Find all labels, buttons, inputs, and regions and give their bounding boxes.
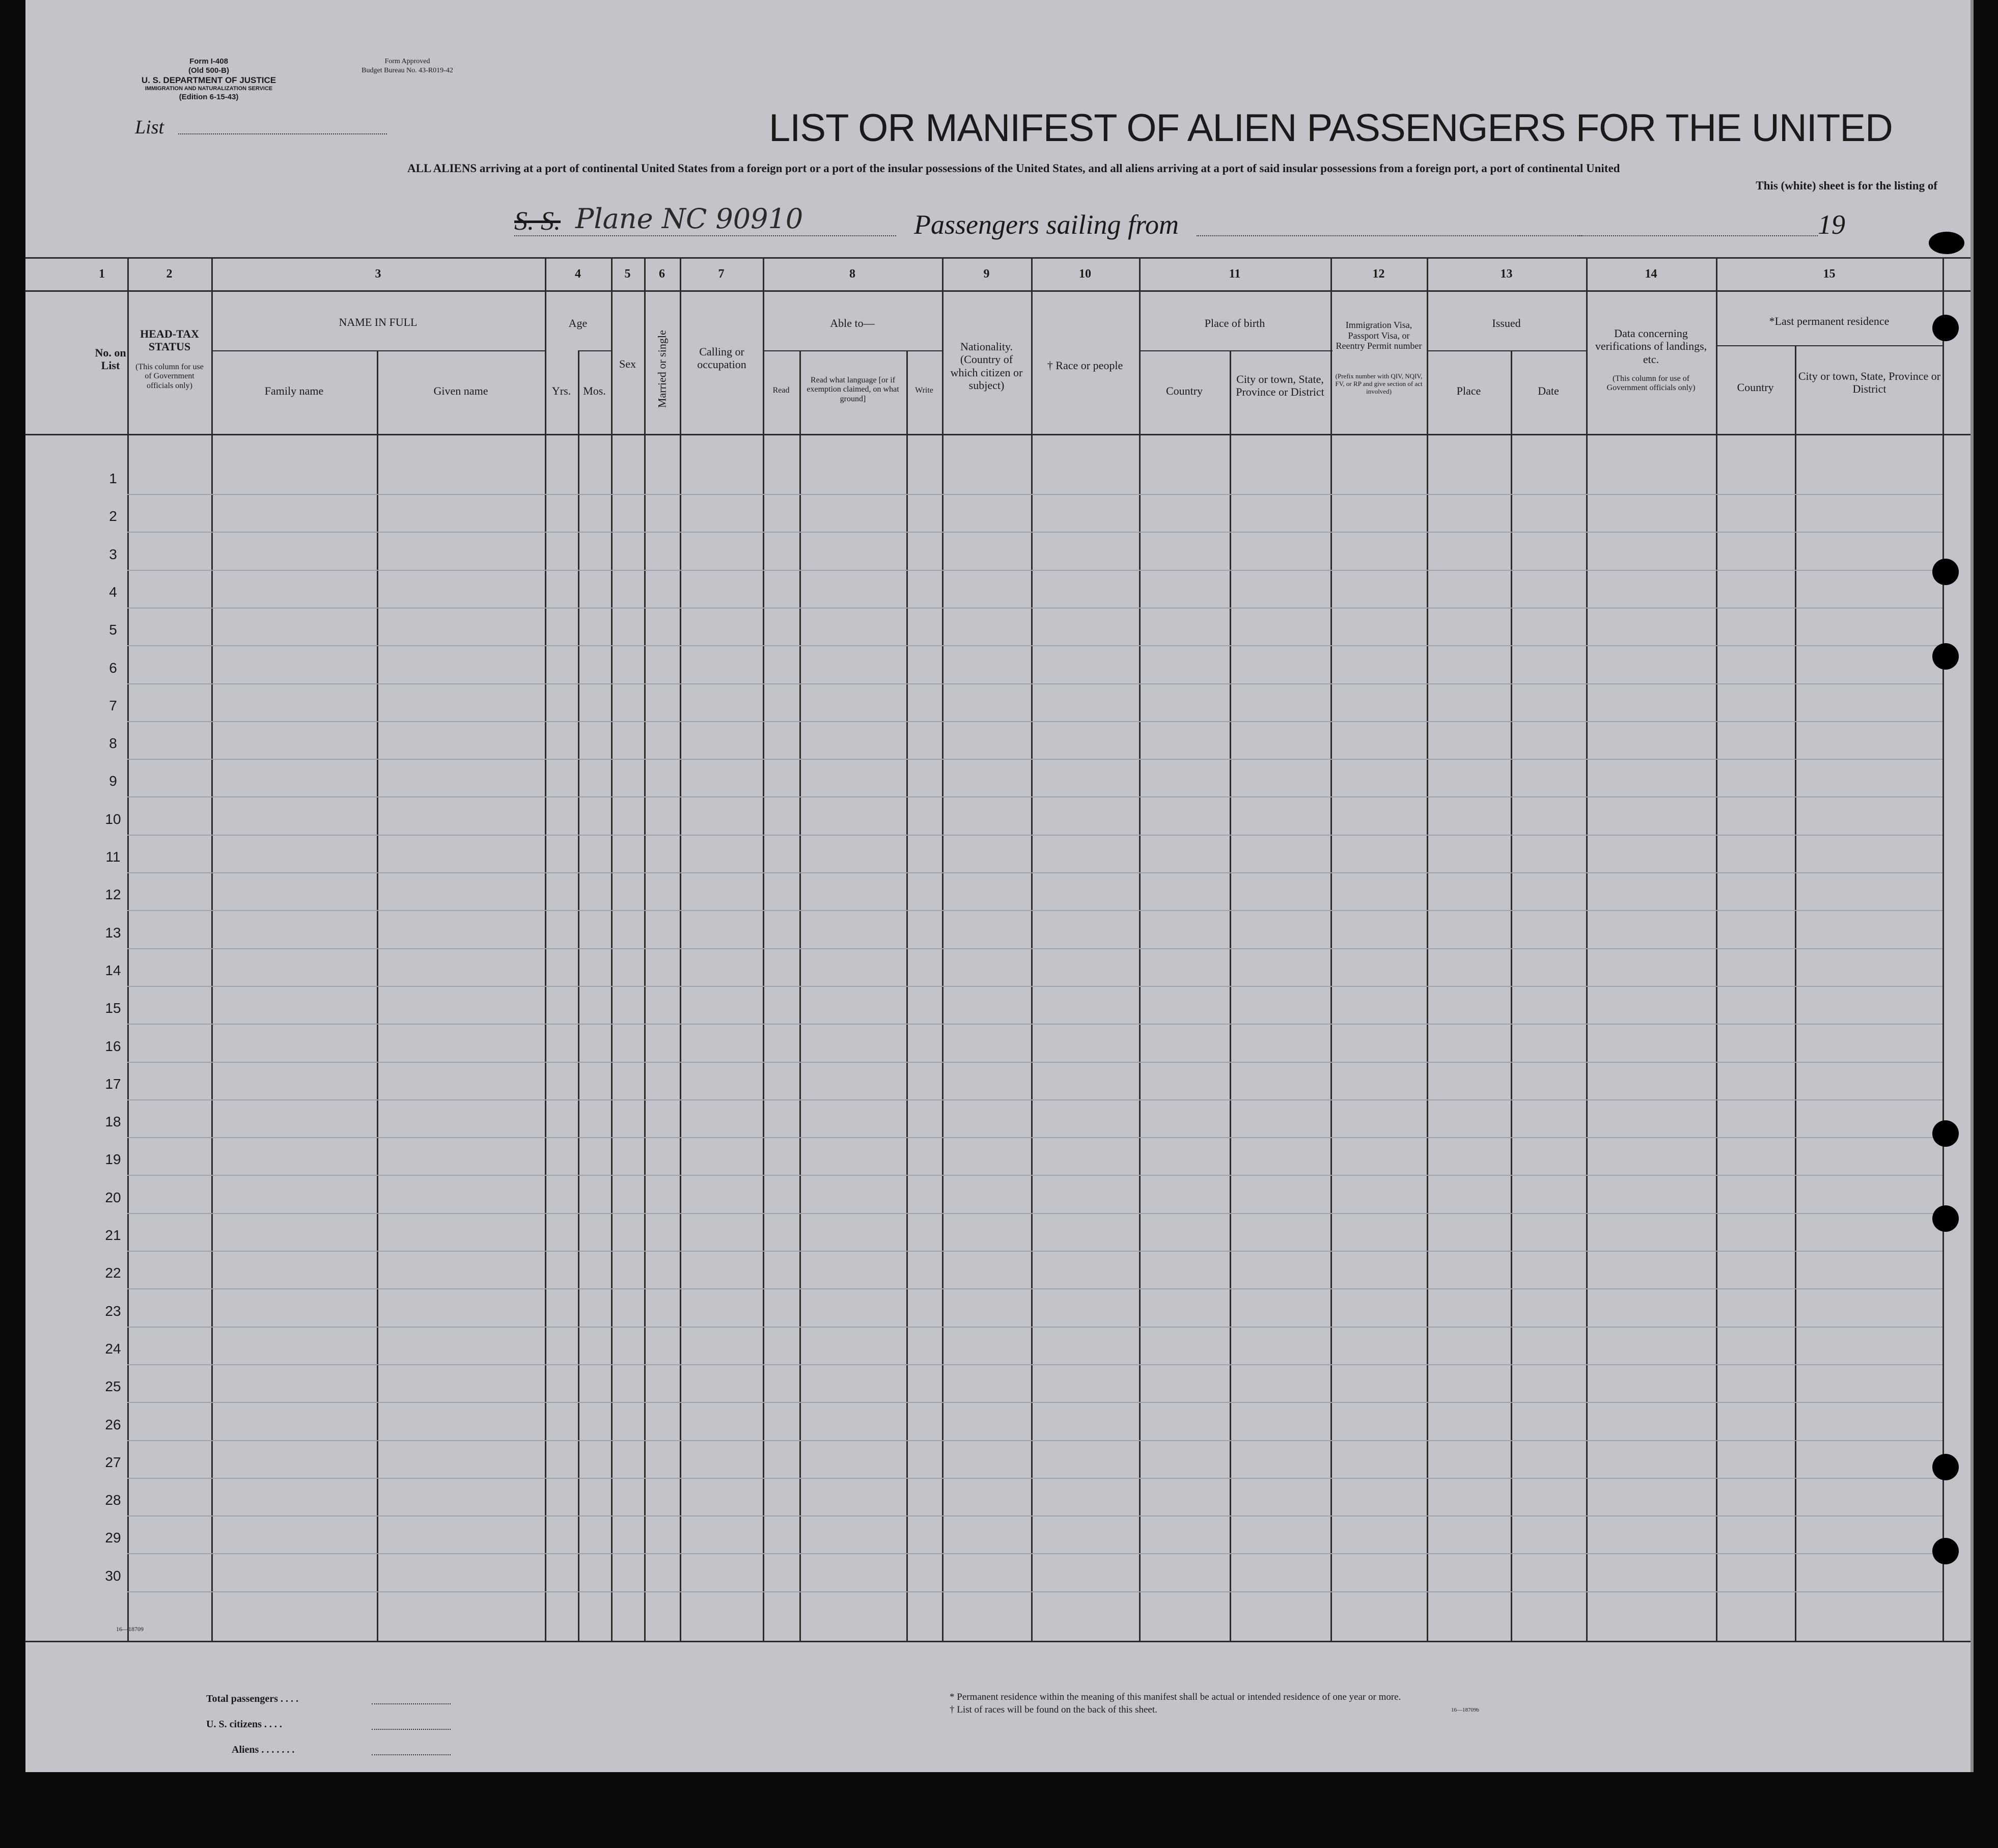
row-number: 28 — [105, 1492, 121, 1508]
colnum-13: 13 — [1500, 267, 1513, 281]
colnum-12: 12 — [1372, 267, 1385, 281]
colnum-divider — [25, 290, 1971, 292]
manifest-sheet — [25, 0, 1974, 1772]
header-landing-note: (This column for use of Government officials only) — [1606, 374, 1696, 393]
footnote-races: † List of races will be found on the back of this sheet. — [950, 1704, 1157, 1715]
row-number: 18 — [105, 1114, 121, 1130]
total-passengers-field[interactable] — [372, 1703, 451, 1704]
row-rule — [127, 759, 1942, 760]
colnum-10: 10 — [1079, 267, 1091, 281]
header-age-yrs: Yrs. — [551, 384, 571, 397]
row-number: 21 — [105, 1227, 121, 1243]
row-rule — [127, 986, 1942, 987]
row-rule — [127, 1024, 1942, 1025]
row-rule — [127, 1175, 1942, 1176]
binder-hole — [1932, 315, 1959, 341]
binder-hole — [1932, 1538, 1959, 1564]
header-age: Age — [568, 317, 588, 329]
table-top-border — [25, 257, 1971, 259]
row-number: 17 — [105, 1075, 121, 1092]
row-number: 27 — [105, 1454, 121, 1470]
header-able-to: Able to— — [830, 317, 875, 329]
header-no-on-list: No. on List — [95, 346, 126, 372]
form-approved: Form Approved — [384, 58, 430, 65]
row-rule — [127, 1402, 1942, 1403]
form-code-left: 16—18709 — [116, 1625, 144, 1633]
colnum-6: 6 — [659, 267, 665, 281]
header-nationality: Nationality. (Country of which citizen or subject) — [950, 340, 1023, 392]
binder-hole — [1932, 643, 1959, 670]
header-issued: Issued — [1492, 317, 1521, 329]
row-number: 3 — [109, 546, 117, 562]
row-rule — [127, 683, 1942, 684]
department-name: U. S. DEPARTMENT OF JUSTICE — [141, 75, 276, 85]
row-rule — [127, 1327, 1942, 1328]
us-citizens-field[interactable] — [372, 1729, 451, 1730]
approval-block — [331, 57, 484, 75]
footer-us-citizens: U. S. citizens . . . . — [206, 1719, 282, 1730]
row-rule — [127, 1099, 1942, 1100]
header-head-tax-note: (This column for use of Government officials only) — [135, 363, 204, 390]
row-number: 14 — [105, 962, 121, 978]
row-rule — [127, 608, 1942, 609]
row-rule — [127, 1364, 1942, 1365]
header-last-residence: *Last permanent residence — [1769, 315, 1890, 327]
header-bottom-border — [25, 434, 1971, 435]
form-edition: (Edition 6-15-43) — [179, 92, 239, 101]
row-number: 15 — [105, 1000, 121, 1016]
header-head-tax: HEAD-TAX STATUS — [140, 327, 199, 353]
table-bottom-border — [25, 1641, 1971, 1642]
row-number: 2 — [109, 508, 117, 525]
row-number: 26 — [105, 1416, 121, 1432]
row-rule — [127, 1591, 1942, 1592]
header-visa-number: Immigration Visa, Passport Visa, or Reentry Permit number — [1336, 320, 1422, 351]
header-residence-country: Country — [1737, 381, 1774, 394]
row-rule — [127, 948, 1942, 949]
row-rule — [127, 721, 1942, 722]
colnum-7: 7 — [718, 267, 725, 281]
footer-total-passengers: Total passengers . . . . — [206, 1693, 298, 1704]
page-title: LIST OR MANIFEST OF ALIEN PASSENGERS FOR THE UNITED — [769, 106, 1893, 150]
service-name: IMMIGRATION AND NATURALIZATION SERVICE — [145, 86, 273, 92]
colnum-5: 5 — [624, 267, 631, 281]
header-race: † Race or people — [1047, 359, 1123, 372]
row-number: 24 — [105, 1340, 121, 1357]
header-sex: Sex — [619, 357, 636, 370]
form-old-number: (Old 500-B) — [188, 66, 229, 75]
aliens-field[interactable] — [372, 1754, 451, 1755]
list-number-field[interactable] — [178, 133, 387, 134]
footer-aliens: Aliens . . . . . . . — [232, 1744, 295, 1755]
row-rule — [127, 1213, 1942, 1214]
colnum-1: 1 — [99, 267, 105, 281]
row-rule — [127, 570, 1942, 571]
colnum-14: 14 — [1645, 267, 1657, 281]
budget-number: Budget Bureau No. 43-R019-42 — [362, 66, 453, 74]
row-rule — [127, 1478, 1942, 1479]
binder-hole — [1932, 1120, 1959, 1147]
header-given-name: Given name — [433, 384, 488, 397]
sailing-from-field[interactable] — [1197, 235, 1584, 236]
row-rule — [127, 645, 1942, 646]
header-family-name: Family name — [264, 384, 324, 397]
row-number: 12 — [105, 887, 121, 903]
header-calling-occupation: Calling or occupation — [697, 345, 746, 371]
row-rule — [127, 796, 1942, 797]
header-read: Read — [772, 386, 790, 395]
row-number: 5 — [109, 622, 117, 638]
binder-hole — [1932, 1454, 1959, 1480]
header-landing-data: Data concerning verifications of landings, etc. — [1595, 327, 1707, 366]
header-age-mos: Mos. — [583, 384, 606, 397]
row-number: 20 — [105, 1189, 121, 1205]
row-rule — [127, 872, 1942, 873]
subtitle-line-1: ALL ALIENS arriving at a port of continental United States from a foreign port or a port of the insular possessions of the United States, and all aliens arriving at a port of said insular possessions from a foreign port, a port of continental United — [407, 162, 1620, 175]
colnum-4: 4 — [575, 267, 581, 281]
binder-hole — [1932, 559, 1959, 585]
footnote-residence: * Permanent residence within the meaning of this manifest shall be actual or intended residence of one year or more. — [950, 1692, 1401, 1702]
header-place-of-birth: Place of birth — [1204, 317, 1265, 329]
colnum-3: 3 — [375, 267, 381, 281]
colnum-11: 11 — [1229, 267, 1241, 281]
row-rule — [127, 1553, 1942, 1554]
colnum-15: 15 — [1823, 267, 1836, 281]
colnum-8: 8 — [849, 267, 855, 281]
row-rule — [127, 1288, 1942, 1289]
form-number: Form I-408 — [189, 57, 228, 66]
header-visa-note: (Prefix number with QIV, NQIV, FV, or RP and give section of act involved) — [1335, 372, 1423, 395]
sailing-label: Passengers sailing from — [914, 209, 1179, 240]
row-number: 23 — [105, 1303, 121, 1319]
row-rule — [127, 532, 1942, 533]
header-birth-city: City or town, State, Province or District — [1236, 373, 1324, 399]
row-rule — [127, 1137, 1942, 1138]
row-rule — [127, 494, 1942, 495]
row-number: 10 — [105, 811, 121, 827]
form-id-block — [127, 57, 290, 102]
row-number: 13 — [105, 924, 121, 941]
form-code-right: 16—18709b — [1451, 1707, 1479, 1713]
header-read-language: Read what language [or if exemption claimed, on what ground] — [807, 376, 899, 403]
row-number: 19 — [105, 1151, 121, 1168]
binder-hole-top — [1929, 232, 1964, 254]
row-number: 9 — [109, 773, 117, 789]
row-number: 30 — [105, 1567, 121, 1584]
header-issued-place: Place — [1456, 384, 1481, 397]
subtitle-line-2: This (white) sheet is for the listing of — [1756, 179, 1937, 192]
header-write: Write — [915, 386, 933, 395]
row-number: 4 — [109, 584, 117, 600]
row-rule — [127, 1440, 1942, 1441]
row-rule — [127, 910, 1942, 911]
row-number: 11 — [105, 849, 121, 865]
vessel-name-field[interactable] — [514, 235, 896, 236]
row-number: 29 — [105, 1530, 121, 1546]
colnum-9: 9 — [983, 267, 990, 281]
binder-hole — [1932, 1205, 1959, 1232]
row-rule — [127, 1251, 1942, 1252]
row-rule — [127, 835, 1942, 836]
row-number: 7 — [109, 697, 117, 713]
header-name-in-full: NAME IN FULL — [339, 316, 418, 328]
row-number: 1 — [109, 471, 117, 486]
year-prefix: 19 — [1818, 209, 1845, 240]
header-birth-country: Country — [1165, 384, 1203, 397]
colnum-2: 2 — [166, 267, 173, 281]
vessel-prefix: S. S. — [514, 207, 561, 236]
row-rule — [127, 1515, 1942, 1516]
list-label: List — [135, 117, 164, 138]
vessel-name-handwritten: Plane NC 90910 — [575, 203, 803, 235]
header-married-single: Married or single — [655, 330, 669, 408]
row-number: 6 — [109, 659, 117, 676]
row-number: 16 — [105, 1038, 121, 1054]
row-number: 22 — [105, 1265, 121, 1281]
row-number: 25 — [105, 1378, 121, 1395]
row-rule — [127, 1062, 1942, 1063]
header-issued-date: Date — [1538, 384, 1559, 397]
sailing-date-field[interactable] — [1578, 235, 1818, 236]
row-number: 8 — [109, 735, 117, 752]
header-residence-city: City or town, State, Province or District — [1798, 370, 1941, 396]
